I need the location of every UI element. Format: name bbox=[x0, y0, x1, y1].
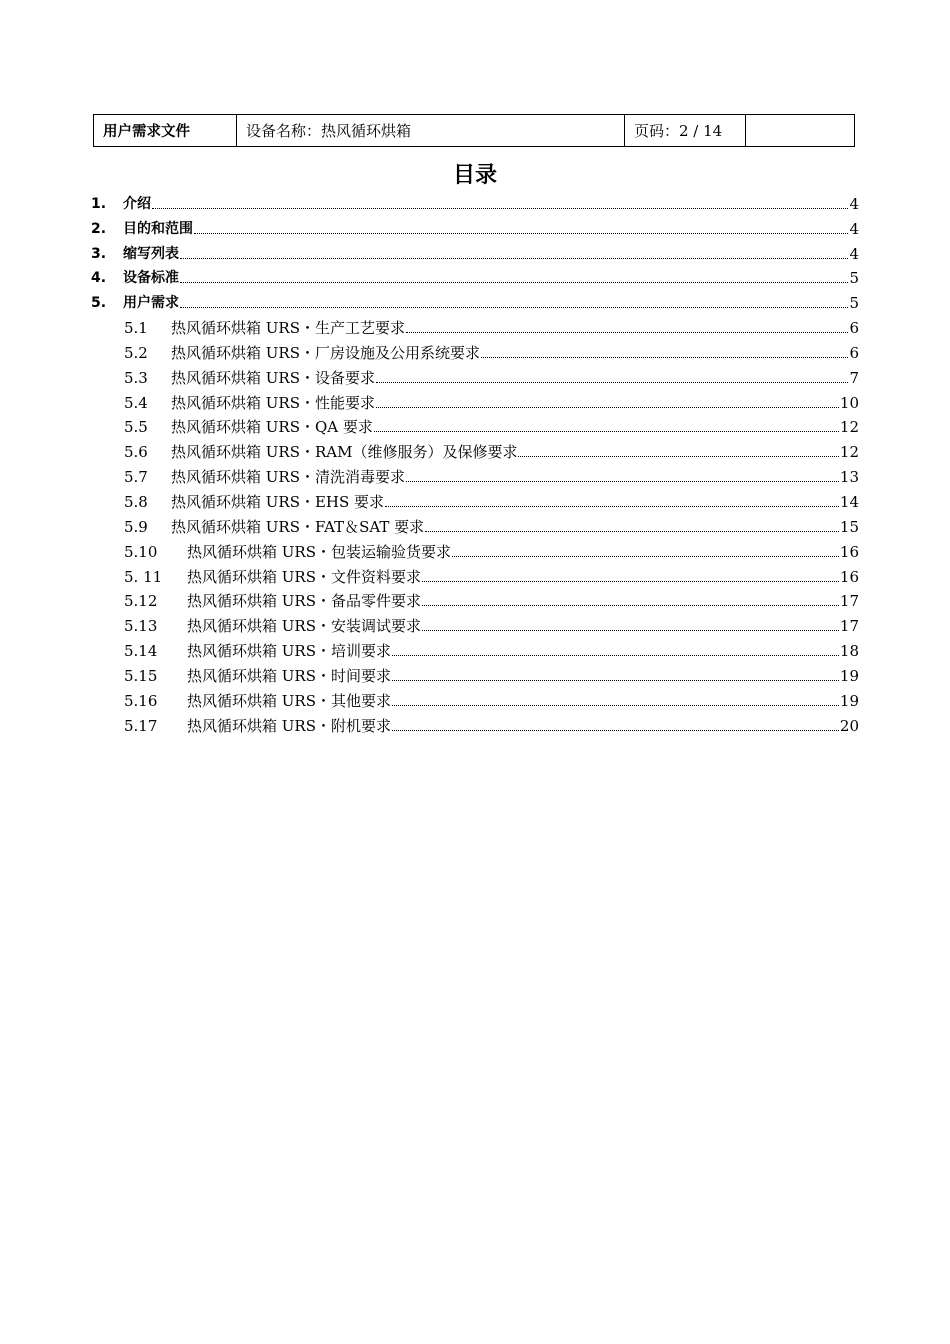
toc-entry-page: 6 bbox=[849, 343, 859, 362]
toc-entry-title: 热风循环烘箱 URS・安装调试要求 bbox=[187, 617, 421, 636]
toc-entry-number: 5.16 bbox=[124, 691, 158, 710]
toc-entry-number: 5. bbox=[91, 295, 107, 312]
toc-dot-leader bbox=[422, 580, 839, 582]
toc-dot-leader bbox=[518, 455, 838, 457]
toc-entry[interactable] bbox=[0, 711, 950, 736]
toc-dot-leader bbox=[392, 729, 839, 731]
toc-entry-number: 5.17 bbox=[124, 716, 158, 735]
toc-dot-leader bbox=[481, 356, 848, 358]
toc-entry-title: 热风循环烘箱 URS・时间要求 bbox=[187, 666, 391, 685]
toc-entry-page: 5 bbox=[849, 269, 859, 288]
toc-entry-number: 3. bbox=[91, 245, 107, 262]
toc-entry[interactable] bbox=[0, 437, 950, 462]
toc-dot-leader bbox=[452, 555, 839, 557]
toc-entry-number: 5.14 bbox=[124, 642, 158, 661]
toc-entry[interactable] bbox=[0, 661, 950, 686]
toc-dot-leader bbox=[425, 530, 839, 532]
toc-dot-leader bbox=[194, 232, 848, 234]
toc-entry-page: 15 bbox=[839, 517, 859, 536]
toc-entry-number: 5.5 bbox=[124, 418, 148, 437]
toc-entry[interactable] bbox=[0, 313, 950, 338]
toc-entry-title: 热风循环烘箱 URS・清洗消毒要求 bbox=[171, 468, 405, 487]
toc-entry[interactable] bbox=[0, 239, 950, 264]
document-header-table bbox=[93, 114, 855, 147]
toc-entry-page: 19 bbox=[839, 666, 859, 685]
toc-entry-page: 14 bbox=[839, 492, 859, 511]
toc-entry[interactable] bbox=[0, 562, 950, 587]
toc-entry-number: 5.9 bbox=[124, 517, 148, 536]
toc-entry-page: 17 bbox=[839, 617, 859, 636]
toc-entry-page: 10 bbox=[839, 393, 859, 412]
toc-entry-page: 5 bbox=[849, 294, 859, 313]
toc-entry-title: 热风循环烘箱 URS・EHS 要求 bbox=[171, 492, 385, 511]
toc-entry-number: 5.13 bbox=[124, 617, 158, 636]
toc-entry-number: 5.4 bbox=[124, 393, 148, 412]
toc-entry[interactable] bbox=[0, 363, 950, 388]
toc-entry-title: 热风循环烘箱 URS・其他要求 bbox=[187, 691, 391, 710]
toc-dot-leader bbox=[376, 381, 848, 383]
header-page-number: 页码：2 / 14 bbox=[625, 115, 746, 147]
toc-entry[interactable] bbox=[0, 264, 950, 289]
header-equipment-name: 设备名称：热风循环烘箱 bbox=[237, 115, 625, 147]
toc-entry[interactable] bbox=[0, 587, 950, 612]
toc-entry-page: 13 bbox=[839, 468, 859, 487]
toc-dot-leader bbox=[422, 629, 839, 631]
toc-entry-page: 20 bbox=[839, 716, 859, 735]
toc-entry-title: 设备标准 bbox=[123, 270, 179, 287]
toc-entry-title: 缩写列表 bbox=[123, 245, 179, 262]
toc-entry-title: 热风循环烘箱 URS・性能要求 bbox=[171, 393, 375, 412]
toc-dot-leader bbox=[392, 679, 839, 681]
toc-entry-title: 用户需求 bbox=[123, 295, 179, 312]
toc-entry-number: 4. bbox=[91, 270, 107, 287]
toc-entry-number: 5.12 bbox=[124, 592, 158, 611]
toc-entry[interactable] bbox=[0, 537, 950, 562]
toc-entry-title: 热风循环烘箱 URS・设备要求 bbox=[171, 368, 375, 387]
toc-entry-number: 5.8 bbox=[124, 492, 148, 511]
toc-entry[interactable] bbox=[0, 487, 950, 512]
toc-dot-leader bbox=[180, 281, 848, 283]
toc-dot-leader bbox=[376, 406, 839, 408]
toc-entry-page: 17 bbox=[839, 592, 859, 611]
toc-entry-number: 5.6 bbox=[124, 443, 148, 462]
toc-entry[interactable] bbox=[0, 636, 950, 661]
toc-entry-title: 热风循环烘箱 URS・包装运输验货要求 bbox=[187, 542, 451, 561]
toc-entry[interactable] bbox=[0, 189, 950, 214]
toc-title: 目录 bbox=[452, 163, 497, 188]
toc-entry-number: 5.2 bbox=[124, 343, 148, 362]
toc-entry-page: 16 bbox=[839, 567, 859, 586]
toc-entry[interactable] bbox=[0, 413, 950, 438]
toc-dot-leader bbox=[180, 257, 848, 259]
toc-entry-page: 12 bbox=[839, 418, 859, 437]
toc-entry-title: 热风循环烘箱 URS・备品零件要求 bbox=[187, 592, 421, 611]
toc-entry-title: 热风循环烘箱 URS・附机要求 bbox=[187, 716, 391, 735]
toc-entry-title: 热风循环烘箱 URS・QA 要求 bbox=[171, 418, 373, 437]
toc-dot-leader bbox=[406, 480, 839, 482]
toc-dot-leader bbox=[385, 505, 839, 507]
toc-entry-title: 目的和范围 bbox=[123, 220, 193, 237]
toc-entry[interactable] bbox=[0, 512, 950, 537]
toc-entry[interactable] bbox=[0, 288, 950, 313]
toc-entry-title: 热风循环烘箱 URS・培训要求 bbox=[187, 642, 391, 661]
toc-entry[interactable] bbox=[0, 338, 950, 363]
toc-entry-page: 16 bbox=[839, 542, 859, 561]
header-empty-cell bbox=[746, 115, 855, 147]
toc-entry-number: 5. 11 bbox=[124, 567, 163, 586]
header-row bbox=[94, 115, 855, 147]
toc-dot-leader bbox=[180, 306, 848, 308]
table-of-contents bbox=[0, 189, 950, 736]
toc-entry[interactable] bbox=[0, 686, 950, 711]
toc-dot-leader bbox=[392, 704, 839, 706]
toc-entry-number: 5.7 bbox=[124, 468, 148, 487]
toc-entry-page: 4 bbox=[849, 194, 859, 213]
toc-entry-title: 热风循环烘箱 URS・文件资料要求 bbox=[187, 567, 421, 586]
toc-entry-number: 1. bbox=[91, 195, 107, 212]
toc-entry-page: 19 bbox=[839, 691, 859, 710]
toc-entry[interactable] bbox=[0, 214, 950, 239]
header-doc-type: 用户需求文件 bbox=[94, 115, 237, 147]
toc-dot-leader bbox=[374, 430, 839, 432]
toc-dot-leader bbox=[422, 604, 839, 606]
toc-entry-number: 2. bbox=[91, 220, 107, 237]
toc-entry-page: 6 bbox=[849, 319, 859, 338]
toc-entry-number: 5.3 bbox=[124, 368, 148, 387]
toc-entry-page: 18 bbox=[839, 642, 859, 661]
toc-entry-title: 热风循环烘箱 URS・RAM（维修服务）及保修要求 bbox=[171, 443, 518, 462]
toc-entry-page: 4 bbox=[849, 219, 859, 238]
toc-dot-leader bbox=[406, 331, 848, 333]
toc-entry-title: 热风循环烘箱 URS・厂房设施及公用系统要求 bbox=[171, 343, 480, 362]
toc-entry-number: 5.10 bbox=[124, 542, 158, 561]
toc-entry-number: 5.15 bbox=[124, 666, 158, 685]
toc-entry-title: 热风循环烘箱 URS・FAT＆SAT 要求 bbox=[171, 517, 425, 536]
toc-entry[interactable] bbox=[0, 611, 950, 636]
toc-entry-page: 4 bbox=[849, 244, 859, 263]
toc-entry-title: 介绍 bbox=[123, 195, 151, 212]
toc-entry-title: 热风循环烘箱 URS・生产工艺要求 bbox=[171, 319, 405, 338]
toc-entry[interactable] bbox=[0, 462, 950, 487]
toc-dot-leader bbox=[152, 207, 848, 209]
toc-entry-page: 12 bbox=[839, 443, 859, 462]
toc-entry-page: 7 bbox=[849, 368, 859, 387]
toc-entry[interactable] bbox=[0, 388, 950, 413]
toc-entry-number: 5.1 bbox=[124, 319, 148, 338]
toc-dot-leader bbox=[392, 654, 839, 656]
